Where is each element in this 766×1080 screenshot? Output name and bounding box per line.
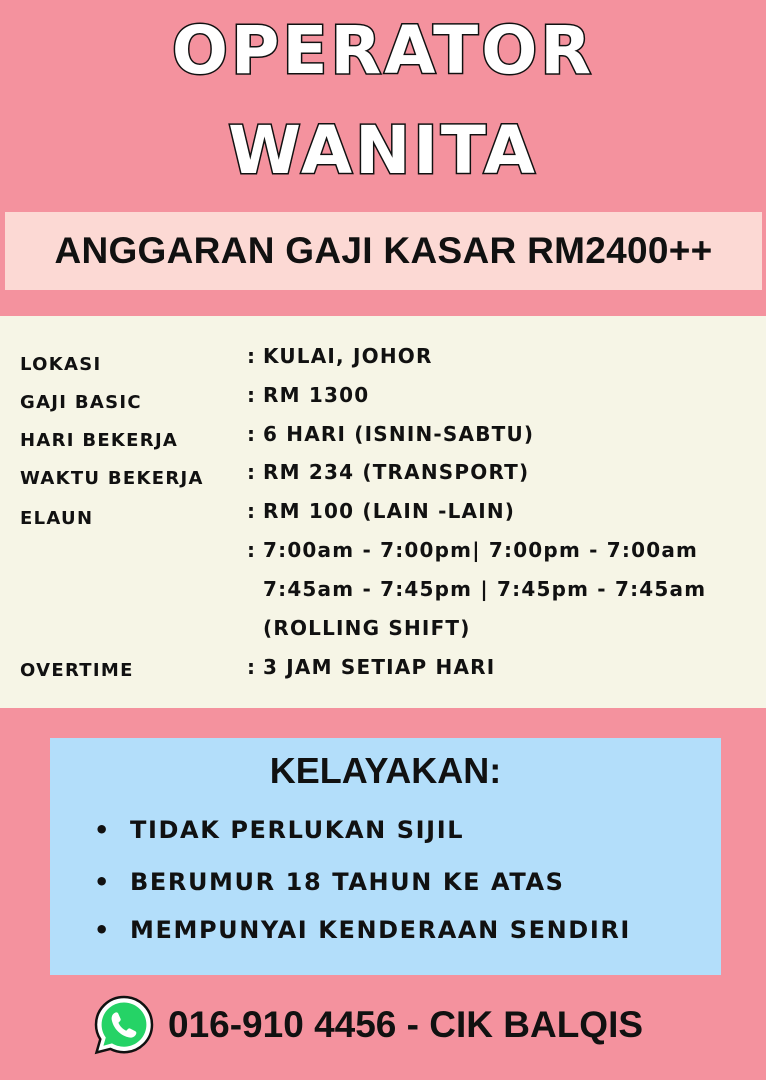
list-item	[94, 868, 565, 896]
colon: :	[247, 460, 257, 484]
bullet: •	[94, 816, 111, 844]
value-elaun	[247, 499, 515, 523]
value-overtime	[247, 655, 495, 679]
value-transport	[247, 460, 529, 484]
label-elaun: ELAUN	[20, 508, 94, 529]
qualifications-title: KELAYAKAN:	[269, 750, 502, 791]
list-item-text: BERUMUR 18 TAHUN KE ATAS	[130, 868, 565, 896]
list-item	[94, 816, 464, 844]
value-shift-line-3: (ROLLING SHIFT)	[263, 616, 471, 640]
colon: :	[247, 344, 257, 368]
label-waktu-bekerja: WAKTU BEKERJA	[20, 468, 204, 489]
value-text: 6 HARI (ISNIN-SABTU)	[263, 422, 535, 446]
details-panel	[0, 316, 766, 708]
value-text: RM 234 (TRANSPORT)	[263, 460, 530, 484]
value-lokasi	[247, 344, 433, 368]
value-hari-bekerja	[247, 422, 534, 446]
value-text: 7:00am - 7:00pm| 7:00pm - 7:00am	[263, 538, 699, 562]
salary-band	[5, 212, 762, 290]
value-gaji-basic	[247, 383, 369, 407]
value-shift-line-2: 7:45am - 7:45pm | 7:45pm - 7:45am	[263, 577, 707, 601]
contact[interactable]	[92, 992, 643, 1058]
value-text: RM 100 (LAIN -LAIN)	[263, 499, 516, 523]
value-text: KULAI, JOHOR	[263, 344, 433, 368]
title-line-2: WANITA	[228, 112, 538, 189]
list-item	[94, 916, 631, 944]
contact-phone-text: 016-910 4456 - CIK BALQIS	[168, 1004, 644, 1045]
whatsapp-icon	[92, 993, 156, 1057]
bullet: •	[94, 916, 111, 944]
label-hari-bekerja: HARI BEKERJA	[20, 430, 179, 451]
title-line-1: OPERATOR	[171, 12, 595, 89]
label-lokasi: LOKASI	[20, 354, 102, 375]
label-overtime: OVERTIME	[20, 660, 134, 681]
qualifications-panel	[50, 738, 721, 975]
label-gaji-basic: GAJI BASIC	[20, 392, 142, 413]
colon: :	[247, 538, 257, 562]
colon: :	[247, 655, 257, 679]
list-item-text: MEMPUNYAI KENDERAAN SENDIRI	[130, 916, 631, 944]
colon: :	[247, 422, 257, 446]
colon: :	[247, 383, 257, 407]
colon: :	[247, 499, 257, 523]
value-text: RM 1300	[263, 383, 370, 407]
list-item-text: TIDAK PERLUKAN SIJIL	[130, 816, 465, 844]
value-shift	[247, 538, 698, 562]
salary-text: ANGGARAN GAJI KASAR RM2400++	[54, 230, 713, 271]
bullet: •	[94, 868, 111, 896]
value-text: 3 JAM SETIAP HARI	[263, 655, 496, 679]
